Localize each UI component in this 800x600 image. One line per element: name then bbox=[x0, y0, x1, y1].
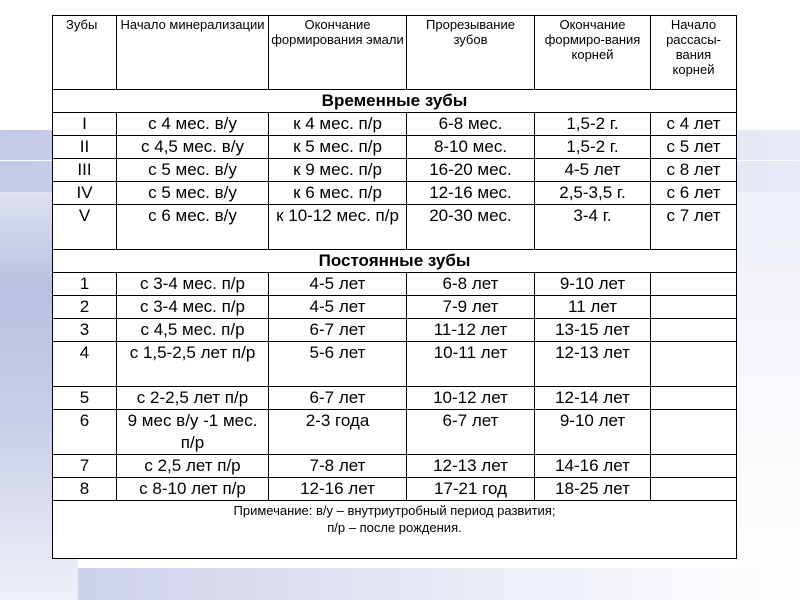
enamel-end-cell: к 4 мес. п/р bbox=[269, 113, 407, 136]
section-title: Временные зубы bbox=[53, 90, 737, 113]
root-resorption-start-cell bbox=[651, 455, 737, 478]
root-formation-end-cell: 13-15 лет bbox=[535, 319, 651, 342]
eruption-cell: 12-16 мес. bbox=[407, 182, 535, 205]
header-root-resorption-start: Начало рассасы-вания корней bbox=[651, 16, 737, 90]
tooth-number-cell: 8 bbox=[53, 478, 117, 501]
root-formation-end-cell: 14-16 лет bbox=[535, 455, 651, 478]
root-resorption-start-cell bbox=[651, 410, 737, 455]
enamel-end-cell: 7-8 лет bbox=[269, 455, 407, 478]
enamel-end-cell: 6-7 лет bbox=[269, 319, 407, 342]
mineralization-start-cell: с 5 мес. в/у bbox=[117, 182, 269, 205]
table-row bbox=[53, 136, 737, 159]
root-resorption-start-cell: с 8 лет bbox=[651, 159, 737, 182]
root-formation-end-cell: 11 лет bbox=[535, 296, 651, 319]
section-row bbox=[53, 250, 737, 273]
eruption-cell: 6-8 мес. bbox=[407, 113, 535, 136]
section-title: Постоянные зубы bbox=[53, 250, 737, 273]
tooth-number-cell: II bbox=[53, 136, 117, 159]
root-resorption-start-cell bbox=[651, 319, 737, 342]
root-resorption-start-cell bbox=[651, 478, 737, 501]
header-root-formation-end: Окончание формиро-вания корней bbox=[535, 16, 651, 90]
note-row bbox=[53, 501, 737, 559]
enamel-end-cell: 4-5 лет bbox=[269, 296, 407, 319]
note-line: п/р – после рождения. bbox=[327, 520, 462, 535]
mineralization-start-cell: с 1,5-2,5 лет п/р bbox=[117, 342, 269, 387]
root-formation-end-cell: 12-14 лет bbox=[535, 387, 651, 410]
header-mineralization-start: Начало минерализации bbox=[117, 16, 269, 90]
eruption-cell: 16-20 мес. bbox=[407, 159, 535, 182]
root-formation-end-cell: 2,5-3,5 г. bbox=[535, 182, 651, 205]
mineralization-start-cell: с 8-10 лет п/р bbox=[117, 478, 269, 501]
eruption-cell: 20-30 мес. bbox=[407, 205, 535, 250]
table-row bbox=[53, 182, 737, 205]
tooth-number-cell: 2 bbox=[53, 296, 117, 319]
root-resorption-start-cell bbox=[651, 296, 737, 319]
tooth-number-cell: 4 bbox=[53, 342, 117, 387]
root-resorption-start-cell bbox=[651, 342, 737, 387]
eruption-cell: 6-7 лет bbox=[407, 410, 535, 455]
section-row bbox=[53, 90, 737, 113]
root-formation-end-cell: 3-4 г. bbox=[535, 205, 651, 250]
tooth-number-cell: 1 bbox=[53, 273, 117, 296]
eruption-cell: 8-10 мес. bbox=[407, 136, 535, 159]
table-row bbox=[53, 273, 737, 296]
root-formation-end-cell: 9-10 лет bbox=[535, 410, 651, 455]
root-formation-end-cell: 1,5-2 г. bbox=[535, 136, 651, 159]
eruption-cell: 7-9 лет bbox=[407, 296, 535, 319]
tooth-number-cell: III bbox=[53, 159, 117, 182]
root-resorption-start-cell: с 5 лет bbox=[651, 136, 737, 159]
eruption-cell: 10-11 лет bbox=[407, 342, 535, 387]
table-row bbox=[53, 205, 737, 250]
mineralization-start-cell: с 3-4 мес. п/р bbox=[117, 296, 269, 319]
note-line: Примечание: в/у – внутриутробный период развития; bbox=[233, 503, 556, 518]
eruption-cell: 11-12 лет bbox=[407, 319, 535, 342]
tooth-number-cell: V bbox=[53, 205, 117, 250]
eruption-cell: 10-12 лет bbox=[407, 387, 535, 410]
header-enamel-end: Окончание формирования эмали bbox=[269, 16, 407, 90]
enamel-end-cell: 12-16 лет bbox=[269, 478, 407, 501]
mineralization-start-cell: 9 мес в/у -1 мес. п/р bbox=[117, 410, 269, 455]
header-eruption: Прорезывание зубов bbox=[407, 16, 535, 90]
table-row bbox=[53, 342, 737, 387]
mineralization-start-cell: с 6 мес. в/у bbox=[117, 205, 269, 250]
table-row bbox=[53, 410, 737, 455]
eruption-cell: 12-13 лет bbox=[407, 455, 535, 478]
table-row bbox=[53, 319, 737, 342]
mineralization-start-cell: с 2,5 лет п/р bbox=[117, 455, 269, 478]
tooth-number-cell: 6 bbox=[53, 410, 117, 455]
note-cell bbox=[53, 501, 737, 559]
root-resorption-start-cell: с 4 лет bbox=[651, 113, 737, 136]
tooth-number-cell: 5 bbox=[53, 387, 117, 410]
table-row bbox=[53, 387, 737, 410]
mineralization-start-cell: с 5 мес. в/у bbox=[117, 159, 269, 182]
root-formation-end-cell: 12-13 лет bbox=[535, 342, 651, 387]
root-formation-end-cell: 9-10 лет bbox=[535, 273, 651, 296]
mineralization-start-cell: с 2-2,5 лет п/р bbox=[117, 387, 269, 410]
table-body bbox=[53, 16, 737, 559]
table-row bbox=[53, 478, 737, 501]
eruption-cell: 6-8 лет bbox=[407, 273, 535, 296]
enamel-end-cell: к 10-12 мес. п/р bbox=[269, 205, 407, 250]
enamel-end-cell: к 5 мес. п/р bbox=[269, 136, 407, 159]
mineralization-start-cell: с 4,5 мес. в/у bbox=[117, 136, 269, 159]
root-resorption-start-cell: с 7 лет bbox=[651, 205, 737, 250]
root-resorption-start-cell bbox=[651, 273, 737, 296]
header-teeth: Зубы bbox=[53, 16, 117, 90]
background-right-gradient bbox=[736, 0, 800, 600]
table-row bbox=[53, 113, 737, 136]
tooth-number-cell: 7 bbox=[53, 455, 117, 478]
tooth-number-cell: IV bbox=[53, 182, 117, 205]
root-formation-end-cell: 18-25 лет bbox=[535, 478, 651, 501]
table-row bbox=[53, 455, 737, 478]
enamel-end-cell: 2-3 года bbox=[269, 410, 407, 455]
enamel-end-cell: к 6 мес. п/р bbox=[269, 182, 407, 205]
tooth-number-cell: 3 bbox=[53, 319, 117, 342]
enamel-end-cell: 6-7 лет bbox=[269, 387, 407, 410]
tooth-number-cell: I bbox=[53, 113, 117, 136]
mineralization-start-cell: с 4,5 мес. п/р bbox=[117, 319, 269, 342]
table-row bbox=[53, 159, 737, 182]
teeth-development-table bbox=[52, 15, 737, 559]
eruption-cell: 17-21 год bbox=[407, 478, 535, 501]
table-row bbox=[53, 296, 737, 319]
enamel-end-cell: к 9 мес. п/р bbox=[269, 159, 407, 182]
root-resorption-start-cell bbox=[651, 387, 737, 410]
enamel-end-cell: 5-6 лет bbox=[269, 342, 407, 387]
enamel-end-cell: 4-5 лет bbox=[269, 273, 407, 296]
root-resorption-start-cell: с 6 лет bbox=[651, 182, 737, 205]
root-formation-end-cell: 1,5-2 г. bbox=[535, 113, 651, 136]
mineralization-start-cell: с 3-4 мес. п/р bbox=[117, 273, 269, 296]
background-bottom-gradient bbox=[78, 568, 800, 600]
table-header-row bbox=[53, 16, 737, 90]
root-formation-end-cell: 4-5 лет bbox=[535, 159, 651, 182]
mineralization-start-cell: с 4 мес. в/у bbox=[117, 113, 269, 136]
